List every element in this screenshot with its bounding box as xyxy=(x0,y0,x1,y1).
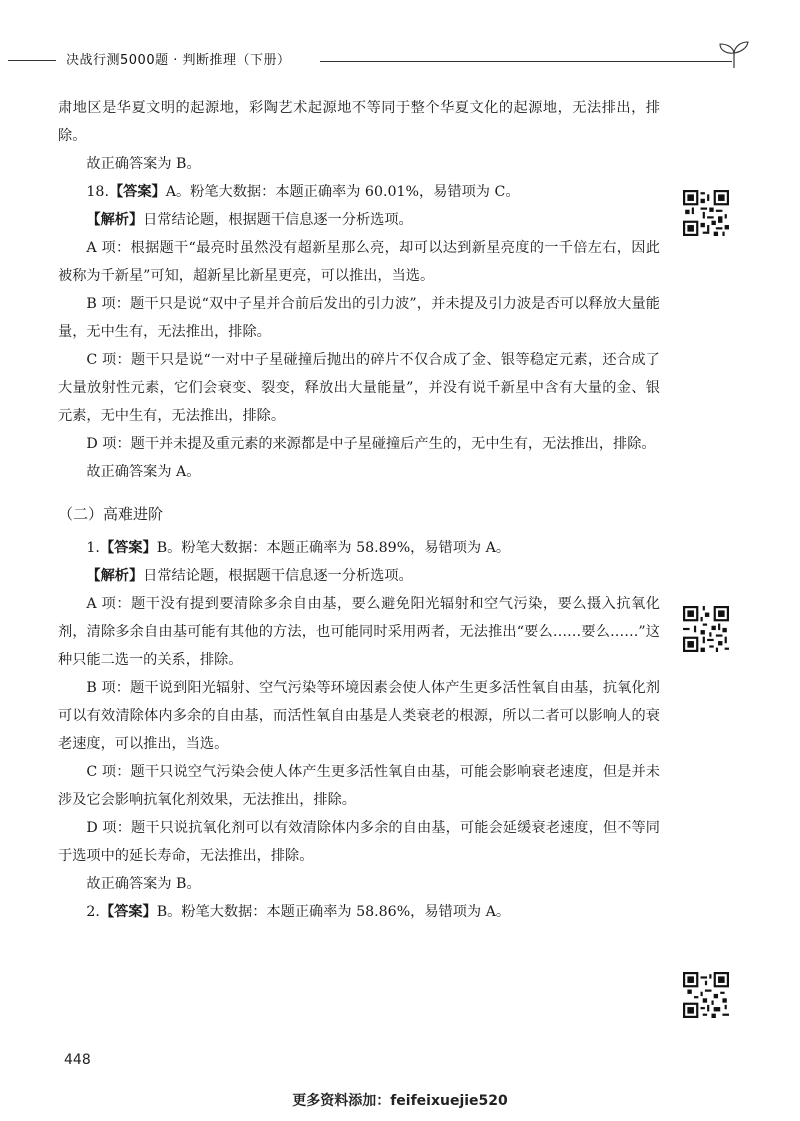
q1-option-b: B 项：题干说到阳光辐射、空气污染等环境因素会使人体产生更多活性氧自由基，抗氧化剂可以有效清除体内多余的自由基，而活性氧自由基是人类衰老的根源，所以二者可以影响人的衰老速度，可以推出，当选。 xyxy=(58,680,660,752)
q18-option-d: D 项：题干并未提及重元素的来源都是中子星碰撞后产生的，无中生有，无法推出，排除。 xyxy=(86,436,656,452)
page-number: 448 xyxy=(64,1052,91,1068)
header-rule-left xyxy=(8,60,56,61)
header-rule-right xyxy=(320,61,732,62)
sprout-icon xyxy=(714,40,754,70)
q1-answer-line xyxy=(58,534,660,562)
conclusion-17: 故正确答案为 B。 xyxy=(86,156,201,172)
footer-note: 更多资料添加：feifeixuejie520 xyxy=(292,1093,508,1109)
q18-analysis-text: 日常结论题，根据题干信息逐一分析选项。 xyxy=(143,212,413,228)
section-title: （二）高难进阶 xyxy=(58,505,164,523)
q18-analysis-label: 【解析】 xyxy=(86,212,144,228)
qr-code-q2 xyxy=(683,972,729,1018)
q2-answer-line xyxy=(58,898,660,926)
qr-code-q1 xyxy=(683,606,729,652)
q1-option-a: A 项：题干没有提到要清除多余自由基，要么避免阳光辐射和空气污染，要么摄入抗氧化剂，清除多余自由基可能有其他的方法，也可能同时采用两者，无法推出“要么……要么……”这种只能二选一的关系，排除。 xyxy=(58,596,660,668)
q1-analysis-text: 日常结论题，根据题干信息逐一分析选项。 xyxy=(143,568,413,584)
page-header xyxy=(8,44,788,74)
q1-number: 1. xyxy=(86,540,100,556)
qr-code-q18 xyxy=(683,190,729,236)
q18-answer-text: A。粉笔大数据：本题正确率为 60.01%，易错项为 C。 xyxy=(165,184,520,200)
q18-option-a: A 项：根据题干“最亮时虽然没有超新星那么亮，却可以达到新星亮度的一千倍左右，因此被称为千新星”可知，超新星比新星更亮，可以推出，当选。 xyxy=(58,240,660,284)
q1-analysis-label: 【解析】 xyxy=(86,568,144,584)
q18-number: 18. xyxy=(86,184,109,200)
q1-conclusion: 故正确答案为 B。 xyxy=(86,876,201,892)
page-content xyxy=(58,94,660,926)
q18-analysis-line xyxy=(58,206,660,234)
q18-answer-label: 【答案】 xyxy=(108,184,166,200)
q1-option-d: D 项：题干只说抗氧化剂可以有效清除体内多余的自由基，可能会延缓衰老速度，但不等同于选项中的延长寿命，无法推出，排除。 xyxy=(58,820,660,864)
q2-answer-label: 【答案】 xyxy=(99,904,157,920)
q18-option-b: B 项：题干只是说“双中子星并合前后发出的引力波”，并未提及引力波是否可以释放大量能量，无中生有，无法推出，排除。 xyxy=(58,296,660,340)
q1-answer-label: 【答案】 xyxy=(99,540,157,556)
book-title: 决战行测5000题 · 判断推理（下册） xyxy=(66,53,291,68)
q18-option-c: C 项：题干只是说“一对中子星碰撞后抛出的碎片不仅合成了金、银等稳定元素，还合成了大量放射性元素，它们会衰变、裂变，释放出大量能量”，并没有说千新星中含有大量的金、银元素，无中生有，无法推出，排除。 xyxy=(58,352,660,424)
q18-answer-line xyxy=(58,178,660,206)
q1-answer-text: B。粉笔大数据：本题正确率为 58.89%，易错项为 A。 xyxy=(156,540,511,556)
q18-conclusion: 故正确答案为 A。 xyxy=(86,464,201,480)
q1-option-c: C 项：题干只说空气污染会使人体产生更多活性氧自由基，可能会影响衰老速度，但是并未涉及它会影响抗氧化剂效果，无法推出，排除。 xyxy=(58,764,660,808)
q2-number: 2. xyxy=(86,904,100,920)
continued-paragraph: 肃地区是华夏文明的起源地，彩陶艺术起源地不等同于整个华夏文化的起源地，无法排出，排除。 xyxy=(58,100,660,144)
q1-analysis-line xyxy=(58,562,660,590)
q2-answer-text: B。粉笔大数据：本题正确率为 58.86%，易错项为 A。 xyxy=(156,904,511,920)
